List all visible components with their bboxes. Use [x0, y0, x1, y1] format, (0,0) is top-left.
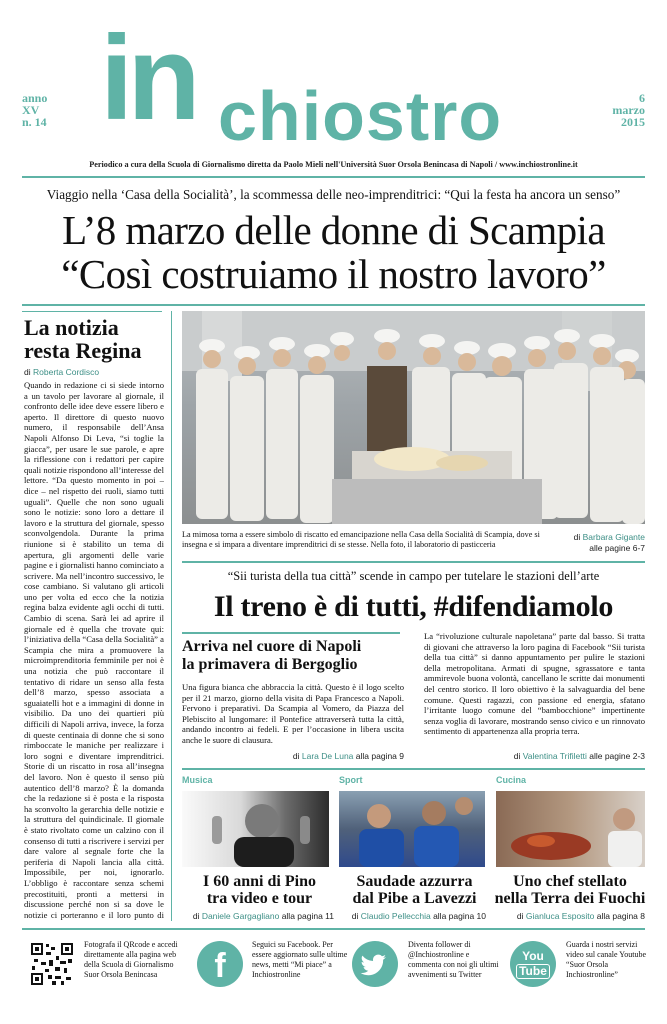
issue-date [585, 92, 645, 128]
bergoglio-title-line-2: la primavera di Bergoglio [182, 656, 358, 673]
editorial-text: Quando in redazione ci si siede intorno a un tavolo per lavorare al giornale, il confronto delle idee deve essere libero e aperto. Il direttore di questo nuovo numero, il responsabile dell’Ansa Napoli Alfonso Di Leva, “si toglie la giacca”, per usare le sue parole, e apre la riflessione con i redattori per capire quali notizie rispondono all’interesse del lettore. “Da questo momento in poi – dice – nel rispetto dei ruoli, siamo tutti uguali”. Quelle che non sono uguali sono le notizie: sono loro a dettare il lavoro e la struttura del giornale, spesso sconvolgendola. Durante la prima riunione si è stabilito un tema di apertura, gli argomenti delle varie pagine e i giornalisti hanno cominciato a scrivere. Ma nell’incontro successivo, le cose cambiano. Si valutano gli articoli uno per volta ed ecco che la notizia regina balza evidente agli occhi di tutti. Cambio di scena. Sarà lei ad aprire il giornale ed è quella che trovate qui: l’iniziativa della “Casa della Socialità” a Scampia che mira a promuovere la microimprenditoria femminile per noi è una notizia che può raccontare il tentativo di ridare un senso alla festa dell’8 marzo, spesso associata a sguaiatelli hot e a immagini di donne in visibilio. Da uno dei quartieri più difficili di Napoli arriva, invece, la forza di queste centinaia di donne che si sono rimboccate le maniche per realizzare i loro sogni e diventare imprenditrici. Storie di un riscatto in rosa all’insegna del lavoro. Non è questo il senso più autentico dell’8 marzo? È la domanda che la redazione si è posta e la risposta ha sconvolto la gerarchia delle notizie e la struttura del quindicinale. Il giornale è stato rivoltato come un calzino con il consenso di tutti a riscrivere i servizi per dare valore al segnale forte che la periferia di Napoli lancia alla città. Impossibile, per noi, ignorarlo. L’obbligo è raccontare senza schemi precostituiti, pronti a mettersi in discussione perché non si sa dove le notizie ci porteranno e il loro punto di [24, 380, 164, 920]
box-sport-author-link[interactable]: Claudio Pellecchia [360, 911, 431, 921]
facebook-glyph: f [214, 947, 226, 985]
issue-month: marzo [612, 103, 645, 117]
treno-byline-prefix: di [513, 751, 521, 761]
editorial-title-line-2: resta Regina [24, 338, 142, 363]
lead-rule [22, 304, 645, 306]
box-musica-photo [182, 791, 329, 867]
box-cucina-section: Cucina [496, 775, 527, 785]
box-sport-illustration [339, 791, 485, 867]
bergoglio-top-rule [182, 632, 400, 634]
issue-number: n. 14 [22, 115, 47, 129]
box-cucina-photo [496, 791, 645, 867]
column-divider [171, 311, 172, 921]
box-sport-section: Sport [339, 775, 363, 785]
box-musica-title [182, 873, 337, 907]
issue-volume: XV [22, 103, 40, 117]
twitter-icon[interactable] [352, 941, 398, 987]
footer-facebook-text: Seguici su Facebook. Per essere aggiornato sulle ultime news, metti “Mi piace” a Inchiostronline [252, 940, 348, 979]
issue-info [22, 92, 82, 128]
box-musica-byline [182, 911, 334, 921]
second-headline: Il treno è di tutti, #difendiamolo [213, 590, 614, 623]
twitter-bird-graphic [352, 941, 398, 987]
box-cucina-byline-prefix: di [516, 911, 524, 921]
box-cucina-title-line-1: Uno chef stellato [513, 873, 627, 890]
masthead-tagline: Periodico a cura della Scuola di Giornalismo diretta da Paolo Mieli nell'Università Suor Orsola Benincasa di Napoli / www.inchiostronline.it [89, 160, 578, 169]
box-cucina-illustration [496, 791, 645, 867]
boxes-rule [182, 768, 645, 770]
issue-day: 6 [639, 91, 645, 105]
bergoglio-author-link[interactable]: Lara De Luna [301, 751, 354, 761]
youtube-icon[interactable] [510, 941, 556, 987]
box-musica-byline-page: alla pagina 11 [281, 911, 334, 921]
qr-code-graphic [30, 942, 74, 986]
lead-kicker: Viaggio nella ‘Casa della Socialità’, la scommessa delle neo-imprenditrici: “Qui la festa ha ancora un senso” [46, 187, 621, 202]
youtube-glyph-tube: Tube [516, 964, 550, 979]
box-musica[interactable] [182, 775, 332, 925]
editorial-byline-prefix: di [24, 367, 31, 377]
issue-year: 2015 [621, 115, 645, 129]
editorial-top-rule [22, 311, 162, 312]
footer-rule [22, 928, 645, 930]
lead-photo [182, 311, 645, 524]
box-musica-section: Musica [182, 775, 213, 785]
box-sport-title-line-1: Saudade azzurra [356, 873, 473, 890]
bergoglio-text: Una figura bianca che abbraccia la città. Questo è il logo scelto per il 21 marzo, giorno della visita di Papa Francesco a Napoli. Fervono i preparativi. Da Scampia al Vomero, da Piazza del Plebiscito al lungomare: il Pontefice attraverserà tutta la città, andando incontro ai fedeli. E per l’occasione in libera uscita anche le suore di clausura. [182, 682, 404, 745]
box-sport-title [337, 873, 492, 907]
lead-caption: La mimosa torna a essere simbolo di riscatto ed emancipazione nella Casa della Socialità di Scampia, dove si insegna e si impara a diventare imprenditrici di se stesse. Nella foto, il laboratorio di pasticceria [182, 530, 540, 549]
box-sport-photo [339, 791, 485, 867]
bergoglio-byline-prefix: di [292, 751, 300, 761]
box-musica-author-link[interactable]: Daniele Gargagliano [201, 911, 280, 921]
lead-byline-prefix: di [573, 532, 581, 542]
box-sport-title-line-2: dal Pibe a Lavezzi [352, 890, 477, 907]
footer-twitter-text: Diventa follower di @Inchiostronline e commenta con noi gli ultimi avvenimenti su Twitter [408, 940, 499, 979]
treno-byline [424, 751, 645, 761]
footer-qr-text: Fotografa il QRcode e accedi direttamente alla pagina web della Scuola di Giornalismo Suor Orsola Benincasa [84, 940, 178, 979]
box-musica-illustration [182, 791, 329, 867]
box-musica-title-line-2: tra video e tour [206, 890, 313, 907]
editorial-author-link[interactable]: Roberta Cordisco [33, 367, 100, 377]
bergoglio-byline [182, 751, 404, 761]
facebook-icon[interactable] [197, 941, 243, 987]
youtube-glyph-you: You [522, 949, 544, 963]
editorial-title [24, 316, 174, 362]
lead-byline-pages: alle pagine 6-7 [589, 543, 645, 553]
box-sport-byline [339, 911, 486, 921]
lead-photo-illustration [182, 311, 645, 524]
qr-code-icon[interactable] [30, 942, 74, 986]
bergoglio-byline-page: alla pagina 9 [355, 751, 404, 761]
treno-author-link[interactable]: Valentina Trifiletti [522, 751, 587, 761]
bergoglio-title [182, 638, 407, 674]
box-cucina[interactable] [496, 775, 646, 925]
editorial-byline [24, 367, 99, 377]
bergoglio-title-line-1: Arriva nel cuore di Napoli [182, 638, 362, 655]
box-sport-byline-prefix: di [351, 911, 359, 921]
box-cucina-byline [496, 911, 645, 921]
lead-byline [574, 532, 645, 554]
lead-author-link[interactable]: Barbara Gigante [582, 532, 645, 542]
box-musica-byline-prefix: di [192, 911, 200, 921]
treno-text: La “rivoluzione culturale napoletana” parte dal basso. Si tratta di giovani che attraverso la loro pagina di Facebook “Sii turista della tua città” si danno appuntamento per pulire le stazioni della metropolitana. Armati di spugne, sgrassatore e tanta ammirevole buona volontà, cancellano le scritte dai monumenti del centro storico. Il loro obiettivo è la salvaguardia del bene comune. Questi ragazzi, con passione ed energia, sfatano l’irritante luogo comune del “bambocchione” impertinente senza voglia di lavorare, mostrando senso civico e un rinnovato sentimento di appartenenza alla propria terra. [424, 631, 645, 737]
footer-youtube-text: Guarda i nostri servizi video sul canale Youtube “Suor Orsola Inchiostronline” [566, 940, 646, 979]
lead-headline-line-1: L’8 marzo delle donne di Scampia [62, 207, 605, 253]
box-musica-title-line-1: I 60 anni di Pino [203, 873, 316, 890]
editorial-title-line-1: La notizia [24, 315, 119, 340]
second-kicker: “Sii turista della tua città” scende in campo per tutelare le stazioni dell’arte [227, 569, 600, 583]
lead-headline-line-2: “Così costruiamo il nostro lavoro” [61, 251, 606, 297]
box-sport-byline-page: alla pagina 10 [433, 911, 486, 921]
logo-in: in [100, 11, 195, 145]
box-cucina-author-link[interactable]: Gianluca Esposito [525, 911, 595, 921]
box-sport[interactable] [339, 775, 489, 925]
box-cucina-title-line-2: nella Terra dei Fuochi [494, 890, 646, 907]
second-rule [182, 561, 645, 563]
box-cucina-title [492, 873, 648, 907]
logo-chiostro: chiostro [218, 77, 503, 155]
masthead-rule [22, 176, 645, 178]
box-cucina-byline-page: alla pagina 8 [596, 911, 645, 921]
issue-anno: anno [22, 91, 48, 105]
lead-headline [10, 208, 657, 296]
treno-byline-page: alle pagine 2-3 [589, 751, 645, 761]
masthead-logo[interactable] [100, 11, 580, 157]
